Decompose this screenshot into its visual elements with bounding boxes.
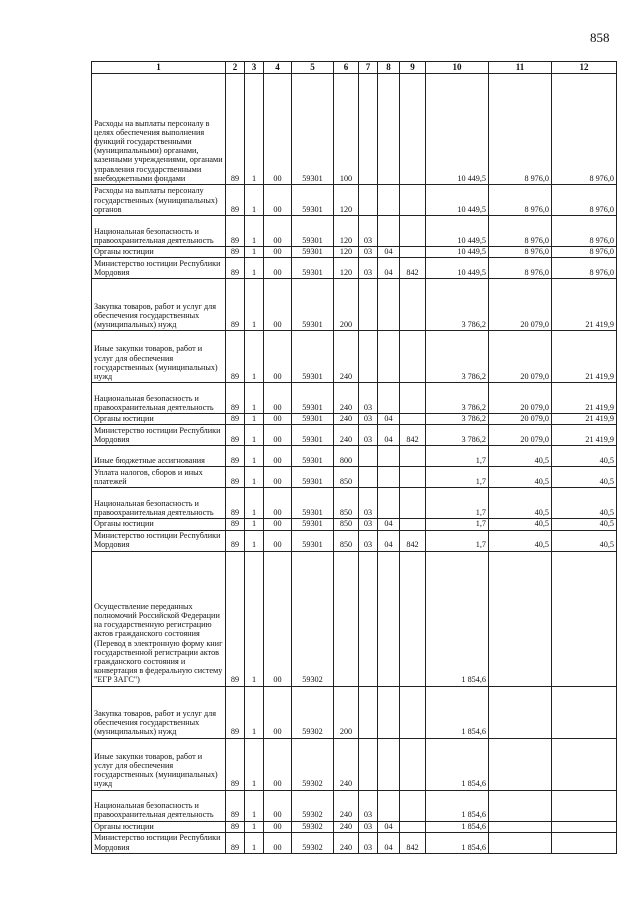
- cell-expense-type: 120: [334, 247, 359, 258]
- cell-code-3: 1: [245, 551, 264, 686]
- cell-value-11: 40,5: [489, 446, 552, 467]
- cell-section: 03: [359, 790, 378, 821]
- cell-section: [359, 74, 378, 185]
- table-row: [92, 467, 617, 488]
- cell-value-12: [552, 686, 617, 738]
- cell-value-10: 1 854,6: [426, 832, 489, 853]
- cell-value-11: [489, 832, 552, 853]
- cell-subsection: 04: [378, 258, 400, 279]
- cell-name: Национальная безопасность и правоохранительная деятельность: [92, 488, 226, 519]
- table-row: [92, 738, 617, 790]
- cell-target: 59301: [292, 488, 334, 519]
- cell-section: [359, 446, 378, 467]
- cell-code-2: 89: [226, 551, 245, 686]
- cell-name: Министерство юстиции Республики Мордовия: [92, 425, 226, 446]
- table-row: [92, 488, 617, 519]
- cell-expense-type: 120: [334, 258, 359, 279]
- cell-code-4: 00: [264, 425, 292, 446]
- cell-section: 03: [359, 425, 378, 446]
- cell-name: Иные закупки товаров, работ и услуг для обеспечения государственных (муниципальных) нужд: [92, 738, 226, 790]
- cell-value-10: 3 786,2: [426, 331, 489, 383]
- cell-code-3: 1: [245, 530, 264, 551]
- cell-subsection: [378, 467, 400, 488]
- cell-code-4: 00: [264, 279, 292, 331]
- cell-value-10: 10 449,5: [426, 216, 489, 247]
- cell-code-2: 89: [226, 738, 245, 790]
- cell-code-4: 00: [264, 738, 292, 790]
- cell-code-4: 00: [264, 467, 292, 488]
- cell-value-10: 1 854,6: [426, 686, 489, 738]
- column-header: 10: [426, 62, 489, 74]
- cell-code-2: 89: [226, 519, 245, 530]
- cell-ministry: [400, 446, 426, 467]
- cell-value-11: [489, 551, 552, 686]
- cell-expense-type: 200: [334, 279, 359, 331]
- table-row: [92, 185, 617, 216]
- cell-ministry: [400, 686, 426, 738]
- cell-code-2: 89: [226, 247, 245, 258]
- cell-value-11: 20 079,0: [489, 279, 552, 331]
- cell-value-10: 1 854,6: [426, 551, 489, 686]
- table-row: [92, 279, 617, 331]
- cell-target: 59301: [292, 279, 334, 331]
- cell-target: 59301: [292, 519, 334, 530]
- cell-target: 59302: [292, 790, 334, 821]
- cell-expense-type: 850: [334, 530, 359, 551]
- cell-subsection: [378, 74, 400, 185]
- cell-code-3: 1: [245, 414, 264, 425]
- cell-value-10: 1,7: [426, 530, 489, 551]
- cell-section: [359, 686, 378, 738]
- cell-value-11: 40,5: [489, 488, 552, 519]
- cell-code-4: 00: [264, 821, 292, 832]
- cell-value-11: [489, 821, 552, 832]
- table-row: [92, 258, 617, 279]
- cell-value-10: 10 449,5: [426, 247, 489, 258]
- cell-name: Иные закупки товаров, работ и услуг для обеспечения государственных (муниципальных) нужд: [92, 331, 226, 383]
- cell-value-11: 40,5: [489, 530, 552, 551]
- cell-value-12: 8 976,0: [552, 247, 617, 258]
- cell-target: 59302: [292, 832, 334, 853]
- cell-value-10: 1 854,6: [426, 738, 489, 790]
- cell-name: Органы юстиции: [92, 519, 226, 530]
- cell-subsection: 04: [378, 821, 400, 832]
- cell-code-4: 00: [264, 686, 292, 738]
- cell-value-12: 40,5: [552, 446, 617, 467]
- cell-code-3: 1: [245, 247, 264, 258]
- cell-target: 59301: [292, 216, 334, 247]
- cell-code-2: 89: [226, 414, 245, 425]
- cell-expense-type: 100: [334, 74, 359, 185]
- cell-ministry: [400, 467, 426, 488]
- cell-value-10: 3 786,2: [426, 279, 489, 331]
- cell-code-2: 89: [226, 530, 245, 551]
- cell-code-2: 89: [226, 467, 245, 488]
- cell-value-11: 8 976,0: [489, 216, 552, 247]
- cell-subsection: [378, 331, 400, 383]
- cell-code-2: 89: [226, 216, 245, 247]
- cell-value-11: 20 079,0: [489, 331, 552, 383]
- cell-code-2: 89: [226, 331, 245, 383]
- cell-value-12: [552, 821, 617, 832]
- cell-code-3: 1: [245, 686, 264, 738]
- cell-target: 59301: [292, 467, 334, 488]
- cell-ministry: [400, 414, 426, 425]
- cell-target: 59301: [292, 446, 334, 467]
- cell-expense-type: 120: [334, 216, 359, 247]
- cell-subsection: [378, 790, 400, 821]
- cell-value-11: 8 976,0: [489, 185, 552, 216]
- cell-code-2: 89: [226, 258, 245, 279]
- cell-value-10: 1,7: [426, 488, 489, 519]
- cell-value-10: 1,7: [426, 467, 489, 488]
- cell-value-11: 8 976,0: [489, 258, 552, 279]
- cell-section: 03: [359, 821, 378, 832]
- cell-code-2: 89: [226, 832, 245, 853]
- cell-section: 03: [359, 519, 378, 530]
- cell-name: Министерство юстиции Республики Мордовия: [92, 530, 226, 551]
- table-row: [92, 551, 617, 686]
- cell-name: Иные бюджетные ассигнования: [92, 446, 226, 467]
- cell-name: Министерство юстиции Республики Мордовия: [92, 832, 226, 853]
- cell-expense-type: 240: [334, 331, 359, 383]
- cell-ministry: 842: [400, 832, 426, 853]
- cell-expense-type: 850: [334, 488, 359, 519]
- table-row: [92, 216, 617, 247]
- cell-name: Органы юстиции: [92, 821, 226, 832]
- cell-ministry: [400, 279, 426, 331]
- cell-ministry: 842: [400, 425, 426, 446]
- cell-subsection: 04: [378, 530, 400, 551]
- cell-ministry: [400, 790, 426, 821]
- cell-expense-type: 200: [334, 686, 359, 738]
- cell-target: 59301: [292, 258, 334, 279]
- cell-target: 59302: [292, 686, 334, 738]
- cell-target: 59301: [292, 247, 334, 258]
- cell-subsection: [378, 551, 400, 686]
- column-header: 12: [552, 62, 617, 74]
- cell-subsection: [378, 383, 400, 414]
- cell-code-3: 1: [245, 790, 264, 821]
- cell-code-2: 89: [226, 185, 245, 216]
- cell-ministry: [400, 185, 426, 216]
- table-row: [92, 414, 617, 425]
- cell-value-12: 8 976,0: [552, 216, 617, 247]
- cell-value-10: 3 786,2: [426, 425, 489, 446]
- cell-section: [359, 467, 378, 488]
- cell-value-12: 40,5: [552, 519, 617, 530]
- cell-value-12: [552, 832, 617, 853]
- cell-code-2: 89: [226, 425, 245, 446]
- cell-ministry: [400, 74, 426, 185]
- cell-code-4: 00: [264, 247, 292, 258]
- cell-code-4: 00: [264, 790, 292, 821]
- cell-value-11: [489, 686, 552, 738]
- cell-value-10: 1 854,6: [426, 821, 489, 832]
- cell-code-4: 00: [264, 414, 292, 425]
- budget-table: [91, 61, 617, 854]
- cell-expense-type: [334, 551, 359, 686]
- cell-target: 59302: [292, 821, 334, 832]
- cell-name: Органы юстиции: [92, 247, 226, 258]
- cell-value-12: 21 419,9: [552, 331, 617, 383]
- cell-code-3: 1: [245, 467, 264, 488]
- cell-ministry: [400, 821, 426, 832]
- cell-expense-type: 850: [334, 519, 359, 530]
- cell-subsection: [378, 738, 400, 790]
- cell-value-10: 10 449,5: [426, 74, 489, 185]
- cell-expense-type: 120: [334, 185, 359, 216]
- cell-value-10: 1,7: [426, 519, 489, 530]
- table-row: [92, 247, 617, 258]
- cell-code-3: 1: [245, 185, 264, 216]
- cell-subsection: [378, 446, 400, 467]
- table-row: [92, 790, 617, 821]
- cell-expense-type: 240: [334, 425, 359, 446]
- column-header: 2: [226, 62, 245, 74]
- cell-code-4: 00: [264, 216, 292, 247]
- cell-code-3: 1: [245, 519, 264, 530]
- cell-target: 59302: [292, 551, 334, 686]
- cell-value-10: 1,7: [426, 446, 489, 467]
- cell-code-3: 1: [245, 331, 264, 383]
- cell-ministry: 842: [400, 530, 426, 551]
- cell-expense-type: 850: [334, 467, 359, 488]
- cell-ministry: [400, 551, 426, 686]
- column-header: 3: [245, 62, 264, 74]
- cell-name: Осуществление переданных полномочий Российской Федерации на государственную регистрацию актов гражданского состояния (Перевод в электронную форму книг государственной регистрации актов гражданского состояния и конвертация в федеральную систему "ЕГР ЗАГС"): [92, 551, 226, 686]
- cell-code-2: 89: [226, 488, 245, 519]
- cell-code-2: 89: [226, 74, 245, 185]
- cell-section: [359, 331, 378, 383]
- cell-section: [359, 738, 378, 790]
- cell-value-11: 20 079,0: [489, 425, 552, 446]
- cell-code-4: 00: [264, 383, 292, 414]
- table-header-row: [92, 62, 617, 74]
- cell-section: 03: [359, 530, 378, 551]
- cell-code-4: 00: [264, 74, 292, 185]
- cell-expense-type: 240: [334, 738, 359, 790]
- cell-code-4: 00: [264, 832, 292, 853]
- cell-section: 03: [359, 383, 378, 414]
- cell-expense-type: 240: [334, 821, 359, 832]
- cell-section: 03: [359, 832, 378, 853]
- cell-name: Уплата налогов, сборов и иных платежей: [92, 467, 226, 488]
- cell-code-4: 00: [264, 446, 292, 467]
- cell-value-11: 8 976,0: [489, 74, 552, 185]
- cell-code-4: 00: [264, 530, 292, 551]
- cell-name: Закупка товаров, работ и услуг для обеспечения государственных (муниципальных) нужд: [92, 279, 226, 331]
- cell-code-2: 89: [226, 790, 245, 821]
- cell-expense-type: 240: [334, 414, 359, 425]
- cell-ministry: [400, 488, 426, 519]
- cell-code-3: 1: [245, 488, 264, 519]
- cell-value-12: [552, 790, 617, 821]
- cell-ministry: [400, 519, 426, 530]
- cell-section: 03: [359, 488, 378, 519]
- column-header: 6: [334, 62, 359, 74]
- cell-value-12: 8 976,0: [552, 185, 617, 216]
- cell-ministry: [400, 331, 426, 383]
- table-row: [92, 425, 617, 446]
- column-header: 1: [92, 62, 226, 74]
- cell-subsection: [378, 185, 400, 216]
- cell-section: 03: [359, 247, 378, 258]
- cell-section: 03: [359, 414, 378, 425]
- column-header: 7: [359, 62, 378, 74]
- cell-name: Расходы на выплаты персоналу в целях обеспечения выполнения функций государственными (муниципальными) органами, казенными учреждениями, органами управления государственными внебюджетными фондами: [92, 74, 226, 185]
- cell-value-11: 8 976,0: [489, 247, 552, 258]
- cell-target: 59301: [292, 425, 334, 446]
- cell-code-3: 1: [245, 738, 264, 790]
- cell-name: Национальная безопасность и правоохранительная деятельность: [92, 383, 226, 414]
- cell-subsection: 04: [378, 519, 400, 530]
- cell-section: [359, 279, 378, 331]
- cell-subsection: [378, 686, 400, 738]
- cell-value-12: 8 976,0: [552, 74, 617, 185]
- cell-code-3: 1: [245, 74, 264, 185]
- cell-code-3: 1: [245, 446, 264, 467]
- cell-section: 03: [359, 258, 378, 279]
- cell-expense-type: 240: [334, 383, 359, 414]
- table-row: [92, 686, 617, 738]
- cell-value-12: 40,5: [552, 467, 617, 488]
- cell-ministry: [400, 216, 426, 247]
- cell-ministry: [400, 247, 426, 258]
- cell-value-12: 21 419,9: [552, 383, 617, 414]
- cell-ministry: [400, 738, 426, 790]
- cell-subsection: [378, 216, 400, 247]
- cell-expense-type: 800: [334, 446, 359, 467]
- cell-value-11: 20 079,0: [489, 383, 552, 414]
- cell-code-4: 00: [264, 551, 292, 686]
- cell-code-4: 00: [264, 185, 292, 216]
- cell-value-10: 3 786,2: [426, 383, 489, 414]
- cell-value-12: 21 419,9: [552, 425, 617, 446]
- column-header: 5: [292, 62, 334, 74]
- cell-section: [359, 551, 378, 686]
- cell-value-12: 8 976,0: [552, 258, 617, 279]
- cell-target: 59302: [292, 738, 334, 790]
- cell-target: 59301: [292, 331, 334, 383]
- cell-value-10: 10 449,5: [426, 185, 489, 216]
- cell-target: 59301: [292, 414, 334, 425]
- cell-name: Национальная безопасность и правоохранительная деятельность: [92, 216, 226, 247]
- cell-ministry: 842: [400, 258, 426, 279]
- cell-name: Министерство юстиции Республики Мордовия: [92, 258, 226, 279]
- cell-value-12: 21 419,9: [552, 414, 617, 425]
- table-row: [92, 519, 617, 530]
- cell-subsection: [378, 279, 400, 331]
- table-row: [92, 74, 617, 185]
- cell-subsection: 04: [378, 832, 400, 853]
- cell-value-12: [552, 738, 617, 790]
- table-body: [92, 74, 617, 854]
- cell-target: 59301: [292, 74, 334, 185]
- cell-code-3: 1: [245, 425, 264, 446]
- cell-value-12: 40,5: [552, 488, 617, 519]
- cell-value-10: 3 786,2: [426, 414, 489, 425]
- cell-subsection: 04: [378, 425, 400, 446]
- cell-target: 59301: [292, 383, 334, 414]
- cell-code-3: 1: [245, 258, 264, 279]
- cell-code-3: 1: [245, 383, 264, 414]
- cell-value-12: 40,5: [552, 530, 617, 551]
- cell-code-3: 1: [245, 821, 264, 832]
- column-header: 9: [400, 62, 426, 74]
- cell-name: Расходы на выплаты персоналу государственных (муниципальных) органов: [92, 185, 226, 216]
- cell-code-4: 00: [264, 331, 292, 383]
- cell-ministry: [400, 383, 426, 414]
- cell-code-2: 89: [226, 279, 245, 331]
- cell-value-11: [489, 790, 552, 821]
- column-header: 4: [264, 62, 292, 74]
- cell-code-3: 1: [245, 279, 264, 331]
- page-number: 858: [590, 30, 610, 45]
- cell-subsection: 04: [378, 247, 400, 258]
- cell-name: Национальная безопасность и правоохранительная деятельность: [92, 790, 226, 821]
- cell-section: [359, 185, 378, 216]
- cell-code-4: 00: [264, 488, 292, 519]
- table-row: [92, 446, 617, 467]
- cell-name: Закупка товаров, работ и услуг для обеспечения государственных (муниципальных) нужд: [92, 686, 226, 738]
- table-row: [92, 530, 617, 551]
- cell-value-10: 1 854,6: [426, 790, 489, 821]
- cell-subsection: 04: [378, 414, 400, 425]
- cell-code-2: 89: [226, 446, 245, 467]
- table-row: [92, 832, 617, 853]
- cell-code-3: 1: [245, 216, 264, 247]
- cell-value-10: 10 449,5: [426, 258, 489, 279]
- cell-target: 59301: [292, 185, 334, 216]
- cell-code-2: 89: [226, 383, 245, 414]
- cell-target: 59301: [292, 530, 334, 551]
- column-header: 8: [378, 62, 400, 74]
- cell-expense-type: 240: [334, 790, 359, 821]
- cell-value-12: [552, 551, 617, 686]
- cell-section: 03: [359, 216, 378, 247]
- cell-value-11: 40,5: [489, 519, 552, 530]
- cell-code-3: 1: [245, 832, 264, 853]
- cell-code-4: 00: [264, 519, 292, 530]
- table-row: [92, 383, 617, 414]
- cell-name: Органы юстиции: [92, 414, 226, 425]
- cell-value-11: 40,5: [489, 467, 552, 488]
- table-row: [92, 331, 617, 383]
- cell-value-11: [489, 738, 552, 790]
- cell-subsection: [378, 488, 400, 519]
- column-header: 11: [489, 62, 552, 74]
- cell-code-2: 89: [226, 686, 245, 738]
- cell-value-12: 21 419,9: [552, 279, 617, 331]
- cell-code-2: 89: [226, 821, 245, 832]
- cell-code-4: 00: [264, 258, 292, 279]
- cell-expense-type: 240: [334, 832, 359, 853]
- table-row: [92, 821, 617, 832]
- cell-value-11: 20 079,0: [489, 414, 552, 425]
